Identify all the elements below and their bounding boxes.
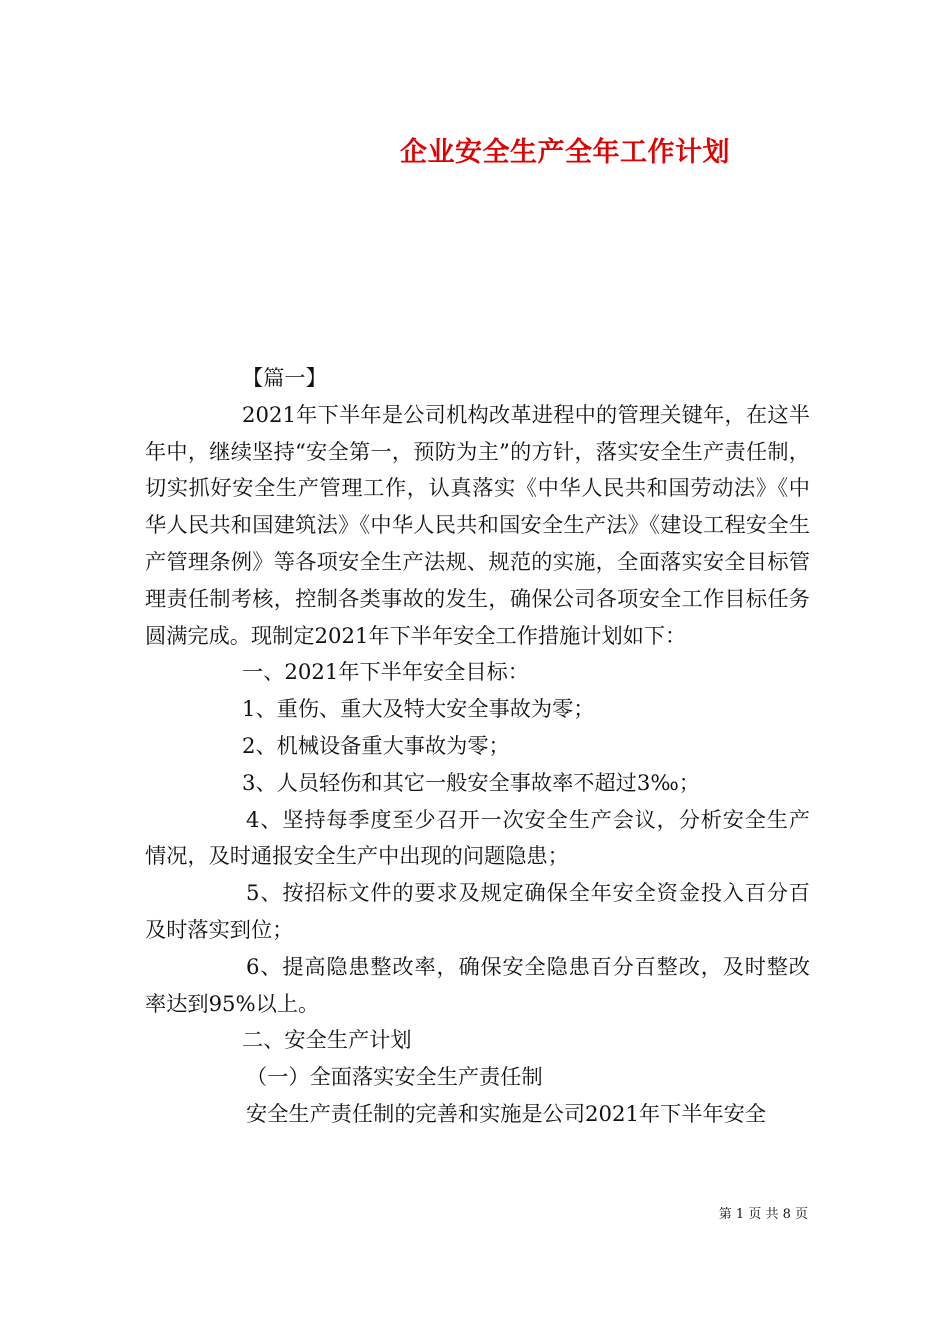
paragraph-goal-heading: 一、2021年下半年安全目标： (242, 659, 529, 685)
section-tag: 【篇一】 (242, 365, 327, 390)
paragraph-goal-1: 1、重伤、重大及特大安全事故为零； (242, 696, 595, 722)
document-title: 企业安全生产全年工作计划 (400, 137, 730, 168)
paragraph-goal-2: 2、机械设备重大事故为零； (242, 732, 510, 758)
paragraph-goal-6: 6、提高隐患整改率，确保安全隐患百分百整改，及时整改率达到95%以上。 (145, 953, 810, 1016)
paragraph-intro: 2021年下半年是公司机构改革进程中的管理关键年，在这半年中，继续坚持“安全第一，预防为主”的方针，落实安全生产责任制，切实抓好安全生产管理工作，认真落实《中华人民共和国劳动法》《中华人民共和国建筑法》《中华人民共和国安全生产法》《建设工程安全生产管理条例》等各项安全生产法规、规范的实施，全面落实安全目标管理责任制考核，控制各类事故的发生，确保公司各项安全工作目标任务圆满完成。现制定2021年下半年安全工作措施计划如下： (145, 401, 810, 648)
paragraph-plan-text: 安全生产责任制的完善和实施是公司2021年下半年安全 (246, 1100, 767, 1126)
paragraph-goal-4: 4、坚持每季度至少召开一次安全生产会议，分析安全生产情况，及时通报安全生产中出现的问题隐患； (145, 806, 810, 869)
document-body (145, 360, 810, 1133)
paragraph-goal-3: 3、人员轻伤和其它一般安全事故率不超过3‰； (242, 769, 700, 795)
page-indicator: 第 1 页 共 8 页 (718, 1207, 808, 1222)
paragraph-goal-5: 5、按招标文件的要求及规定确保全年安全资金投入百分百及时落实到位； (145, 880, 810, 942)
paragraph-plan-subheading: （一）全面落实安全生产责任制 (246, 1064, 543, 1090)
paragraph-plan-heading: 二、安全生产计划 (242, 1027, 412, 1053)
